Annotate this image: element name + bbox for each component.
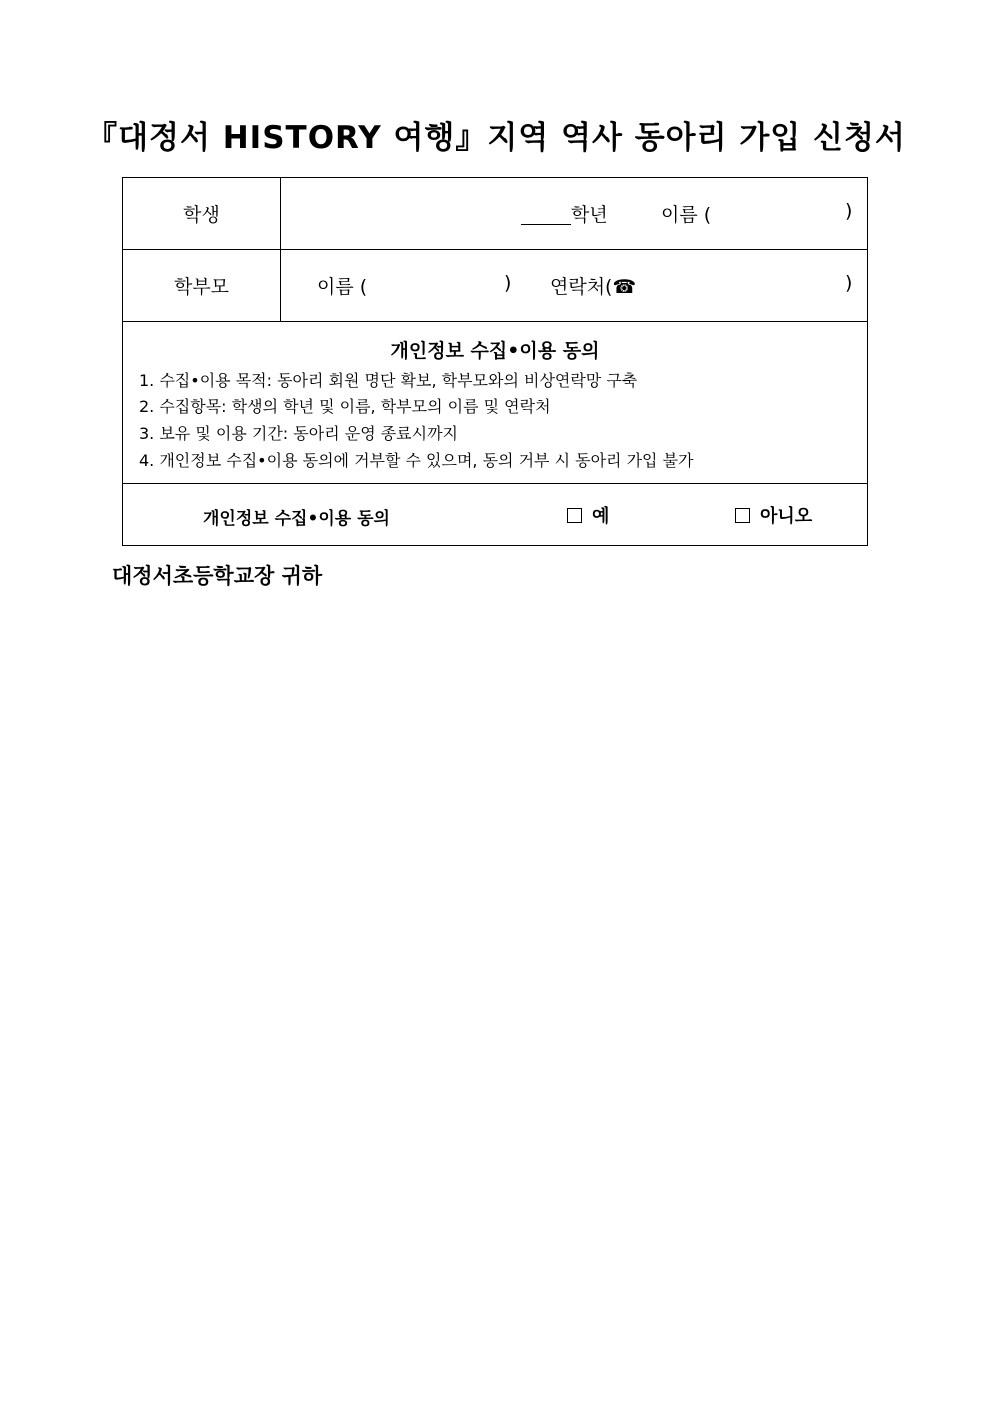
no-option[interactable] (735, 502, 812, 528)
yes-label: 예 (592, 506, 610, 527)
parent-contact-field[interactable] (643, 272, 838, 298)
parent-name-label: 이름 ( (317, 276, 368, 298)
parent-name-field[interactable] (379, 272, 499, 298)
consent-item: 2. 수집항목: 학생의 학년 및 이름, 학부모의 이름 및 연락처 (139, 397, 551, 416)
application-form (122, 177, 868, 546)
consent-title: 개인정보 수집•이용 동의 (390, 340, 600, 362)
parent-name-close: ) (504, 272, 512, 294)
agreement-label: 개인정보 수집•이용 동의 (203, 509, 390, 529)
student-label: 학생 (123, 178, 281, 249)
student-row (123, 178, 867, 250)
parent-label: 학부모 (123, 250, 281, 321)
parent-row (123, 250, 867, 322)
parent-contact-label: 연락처(☎ (550, 276, 637, 298)
footer-addressee: 대정서초등학교장 귀하 (112, 564, 323, 588)
agreement-row (123, 484, 867, 547)
no-label: 아니오 (760, 506, 813, 527)
no-checkbox[interactable] (735, 508, 750, 523)
student-name-close: ) (845, 200, 853, 222)
yes-option[interactable] (567, 502, 609, 528)
consent-item: 4. 개인정보 수집•이용 동의에 거부할 수 있으며, 동의 거부 시 동아리 가입 불가 (139, 451, 694, 470)
yes-checkbox[interactable] (567, 508, 582, 523)
consent-section (123, 322, 867, 484)
student-name-field[interactable] (723, 200, 838, 226)
consent-item: 3. 보유 및 이용 기간: 동아리 운영 종료시까지 (139, 424, 459, 443)
grade-blank[interactable] (521, 224, 571, 225)
document-title: 『대정서 HISTORY 여행』지역 역사 동아리 가입 신청서 (86, 120, 906, 156)
consent-item: 1. 수집•이용 목적: 동아리 회원 명단 확보, 학부모와의 비상연락망 구축 (139, 371, 638, 390)
student-name-label: 이름 ( (661, 204, 712, 226)
parent-contact-close: ) (845, 272, 853, 294)
grade-suffix: 학년 (571, 204, 608, 226)
